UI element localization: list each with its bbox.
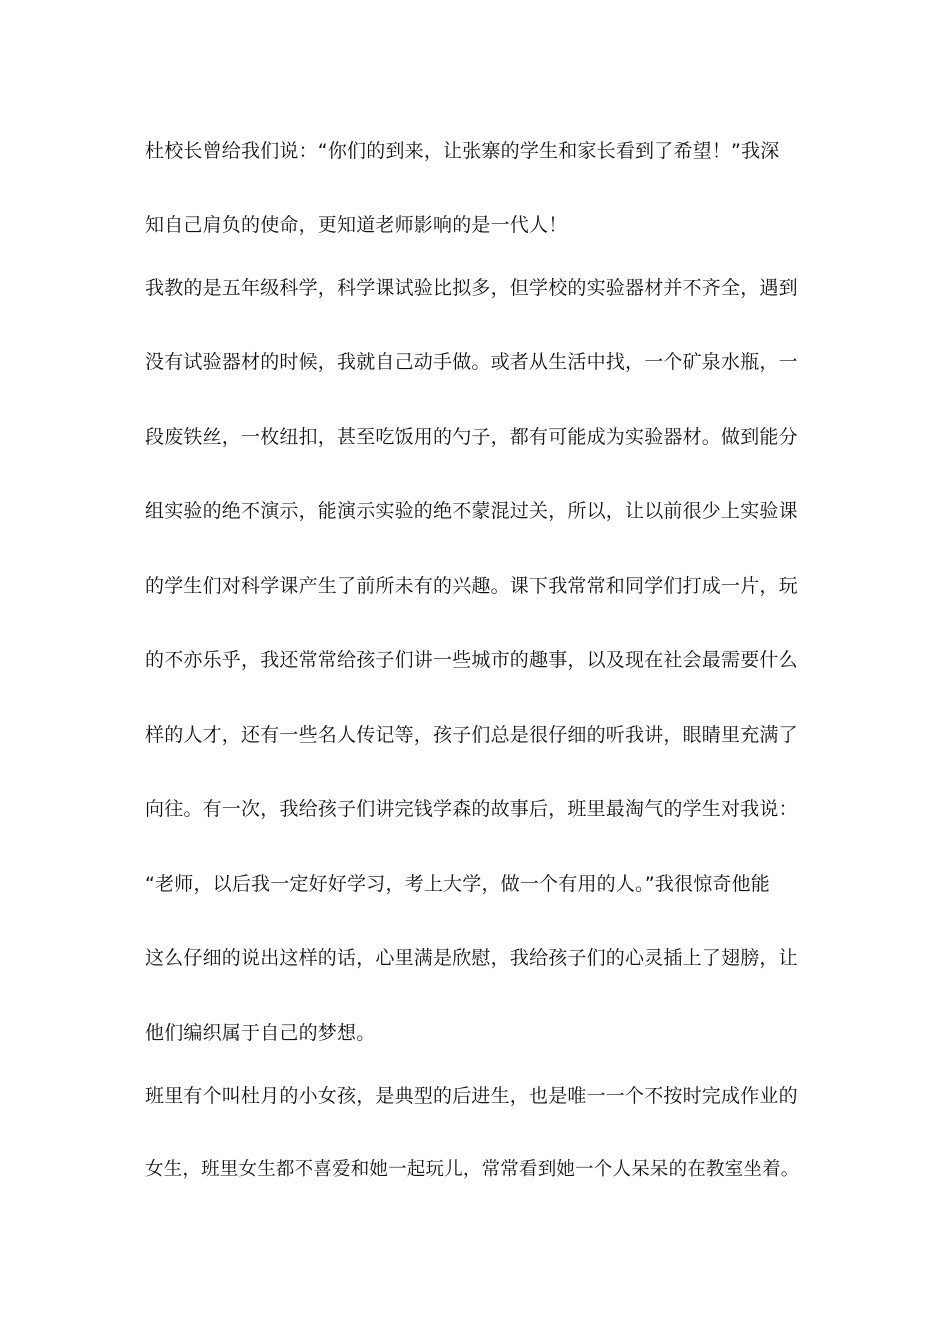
text-line: 女生，班里女生都不喜爱和她一起玩儿，常常看到她一个人呆呆的在教室坐着。 (145, 1159, 800, 1180)
text-line: 组实验的绝不演示，能演示实验的绝不蒙混过关，所以，让以前很少上实验课 (145, 500, 798, 522)
text-line: 的学生们对科学课产生了前所未有的兴趣。课下我常常和同学们打成一片，玩 (145, 575, 798, 597)
text-line: 班里有个叫杜月的小女孩，是典型的后进生，也是唯一一个不按时完成作业的 (145, 1085, 798, 1107)
text-line: 这么仔细的说出这样的话，心里满是欣慰，我给孩子们的心灵插上了翅膀，让 (145, 947, 798, 969)
text-line: 杜校长曾给我们说：“你们的到来，让张寨的学生和家长看到了希望！”我深 (145, 140, 780, 162)
text-line: “老师，以后我一定好好学习，考上大学，做一个有用的人。”我很惊奇他能 (145, 873, 770, 895)
text-line: 样的人才，还有一些名人传记等，孩子们总是很仔细的听我讲，眼睛里充满了 (145, 724, 798, 746)
text-line: 段废铁丝，一枚纽扣，甚至吃饭用的勺子，都有可能成为实验器材。做到能分 (145, 426, 798, 448)
text-line: 他们编织属于自己的梦想。 (145, 1022, 376, 1044)
text-line: 我教的是五年级科学，科学课试验比拟多，但学校的实验器材并不齐全，遇到 (145, 277, 798, 299)
text-line: 向往。有一次，我给孩子们讲完钱学森的故事后，班里最淘气的学生对我说： (145, 798, 798, 820)
text-line: 的不亦乐乎，我还常常给孩子们讲一些城市的趣事，以及现在社会最需要什么 (145, 649, 798, 671)
text-line: 知自己肩负的使命，更知道老师影响的是一代人！ (145, 214, 568, 236)
text-line: 没有试验器材的时候，我就自己动手做。或者从生活中找，一个矿泉水瓶，一 (145, 351, 798, 373)
